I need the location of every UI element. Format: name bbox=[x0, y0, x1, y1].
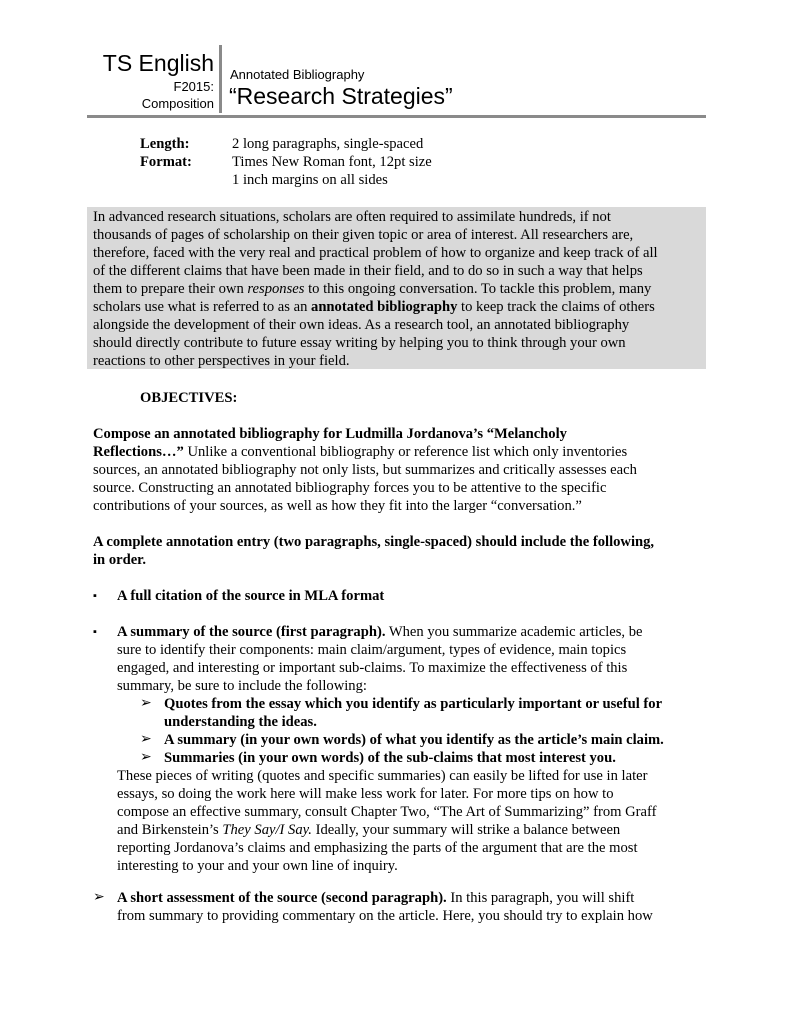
tips-line: These pieces of writing (quotes and specific summaries) can easily be lifted for use in later bbox=[117, 768, 648, 784]
bold-run: A short assessment of the source (second paragraph). bbox=[117, 890, 447, 906]
compose-line: Compose an annotated bibliography for Ludmilla Jordanova’s “Melancholy bbox=[93, 426, 567, 442]
text-run: In this paragraph, you will shift bbox=[446, 890, 635, 906]
spec-value: 2 long paragraphs, single-spaced bbox=[232, 136, 424, 152]
text-run: scholars use what is referred to as an bbox=[93, 299, 312, 315]
intro-line: reactions to other perspectives in your field. bbox=[93, 353, 350, 369]
spec-row-margins bbox=[140, 171, 432, 189]
compose-line: source. Constructing an annotated bibliography forces you to be attentive to the specific bbox=[93, 480, 607, 496]
book-title: They Say/I Say. bbox=[222, 822, 312, 838]
entry-requirements-intro bbox=[93, 533, 705, 569]
text-run: Unlike a conventional bibliography or reference list which only inventories bbox=[183, 444, 628, 460]
arrow-bullet-icon: ➢ bbox=[140, 750, 152, 765]
document-kind: Annotated Bibliography bbox=[230, 67, 365, 82]
course-type-line: Composition bbox=[141, 96, 214, 111]
intro-line: alongside the development of their own ideas. As a research tool, an annotated bibliography bbox=[93, 317, 630, 333]
intro-line: thousands of pages of scholarship on their given topic or area of interest. All researchers are, bbox=[93, 227, 634, 243]
text-run: and Birkenstein’s bbox=[117, 822, 223, 838]
spec-label bbox=[140, 171, 232, 189]
sub-line: Quotes from the essay which you identify as particularly important or useful for bbox=[164, 696, 663, 712]
compose-paragraph bbox=[93, 425, 705, 515]
summary-tips-paragraph bbox=[117, 767, 705, 875]
text-run: Ideally, your summary will strike a balance between bbox=[311, 822, 621, 838]
bullet-assessment bbox=[117, 889, 705, 925]
tips-line bbox=[117, 821, 705, 839]
spec-label: Format: bbox=[140, 154, 192, 170]
sub-bullet-main-claim: A summary (in your own words) of what you identify as the article’s main claim. bbox=[164, 732, 664, 748]
arrow-bullet-icon: ➢ bbox=[93, 890, 105, 905]
spec-row-format bbox=[140, 153, 432, 171]
arrow-bullet-icon: ➢ bbox=[140, 696, 152, 711]
compose-line: sources, an annotated bibliography not only lists, but summarizes and critically assesses each bbox=[93, 462, 637, 478]
square-bullet-icon: ▪ bbox=[93, 590, 97, 602]
sub-line: understanding the ideas. bbox=[164, 714, 317, 730]
document-title: “Research Strategies” bbox=[229, 83, 453, 109]
intro-line: of the different claims that have been made in their field, and to do so in such a way that helps bbox=[93, 263, 643, 279]
summary-line: engaged, and interesting or important sub-claims. To maximize the effectiveness of this bbox=[117, 660, 628, 676]
assignment-specs bbox=[140, 135, 432, 189]
summary-line: summary, be sure to include the following: bbox=[117, 678, 367, 694]
compose-line: contributions of your sources, as well as how they fit into the larger “conversation.” bbox=[93, 498, 582, 514]
intro-line bbox=[93, 298, 700, 316]
intro-shaded-paragraph bbox=[87, 207, 706, 369]
intro-line: In advanced research situations, scholars are often required to assimilate hundreds, if not bbox=[93, 209, 611, 225]
tips-line: interesting to your and your own line of inquiry. bbox=[117, 858, 398, 874]
compose-line bbox=[93, 443, 705, 461]
bullet-summary bbox=[117, 623, 705, 695]
spec-row-length bbox=[140, 135, 432, 153]
intro-line: therefore, faced with the very real and practical problem of how to organize and keep track of all bbox=[93, 245, 658, 261]
bold-run: Reflections…” bbox=[93, 444, 184, 460]
tips-line: essays, so doing the work here will make less work for later. For more tips on how to bbox=[117, 786, 614, 802]
emphasis-annotated-bibliography: annotated bibliography bbox=[311, 299, 458, 315]
course-term bbox=[96, 78, 214, 112]
entry-line: in order. bbox=[93, 552, 146, 568]
spec-value: 1 inch margins on all sides bbox=[232, 172, 388, 188]
sub-bullet-sub-claims: Summaries (in your own words) of the sub-claims that most interest you. bbox=[164, 750, 616, 766]
spec-label: Length: bbox=[140, 136, 190, 152]
emphasis-responses: responses bbox=[247, 281, 305, 297]
tips-line: compose an effective summary, consult Chapter Two, “The Art of Summarizing” from Graff bbox=[117, 804, 657, 820]
summary-line: sure to identify their components: main claim/argument, types of evidence, main topics bbox=[117, 642, 627, 658]
square-bullet-icon: ▪ bbox=[93, 626, 97, 638]
course-title: TS English bbox=[102, 50, 214, 76]
header-horizontal-rule bbox=[87, 115, 706, 118]
entry-line: A complete annotation entry (two paragraphs, single-spaced) should include the following, bbox=[93, 534, 655, 550]
sub-bullet-quotes bbox=[164, 695, 705, 731]
tips-line: reporting Jordanova’s claims and emphasizing the parts of the argument that are the most bbox=[117, 840, 638, 856]
term-line: F2015: bbox=[173, 79, 214, 94]
arrow-bullet-icon: ➢ bbox=[140, 732, 152, 747]
intro-line: should directly contribute to future essay writing by helping you to think through your own bbox=[93, 335, 626, 351]
objectives-heading: OBJECTIVES: bbox=[140, 390, 238, 406]
text-run: to keep track the claims of others bbox=[457, 299, 655, 315]
text-run: them to prepare their own bbox=[93, 281, 248, 297]
assessment-line bbox=[117, 889, 705, 907]
header-vertical-divider bbox=[219, 45, 222, 113]
summary-line bbox=[117, 623, 705, 641]
assessment-line: from summary to providing commentary on the article. Here, you should try to explain how bbox=[117, 908, 653, 924]
text-run: When you summarize academic articles, be bbox=[385, 624, 643, 640]
bullet-citation: A full citation of the source in MLA format bbox=[117, 588, 385, 604]
spec-value: Times New Roman font, 12pt size bbox=[232, 154, 432, 170]
bold-run: A summary of the source (first paragraph). bbox=[117, 624, 386, 640]
intro-line bbox=[93, 280, 700, 298]
text-run: to this ongoing conversation. To tackle this problem, many bbox=[304, 281, 652, 297]
